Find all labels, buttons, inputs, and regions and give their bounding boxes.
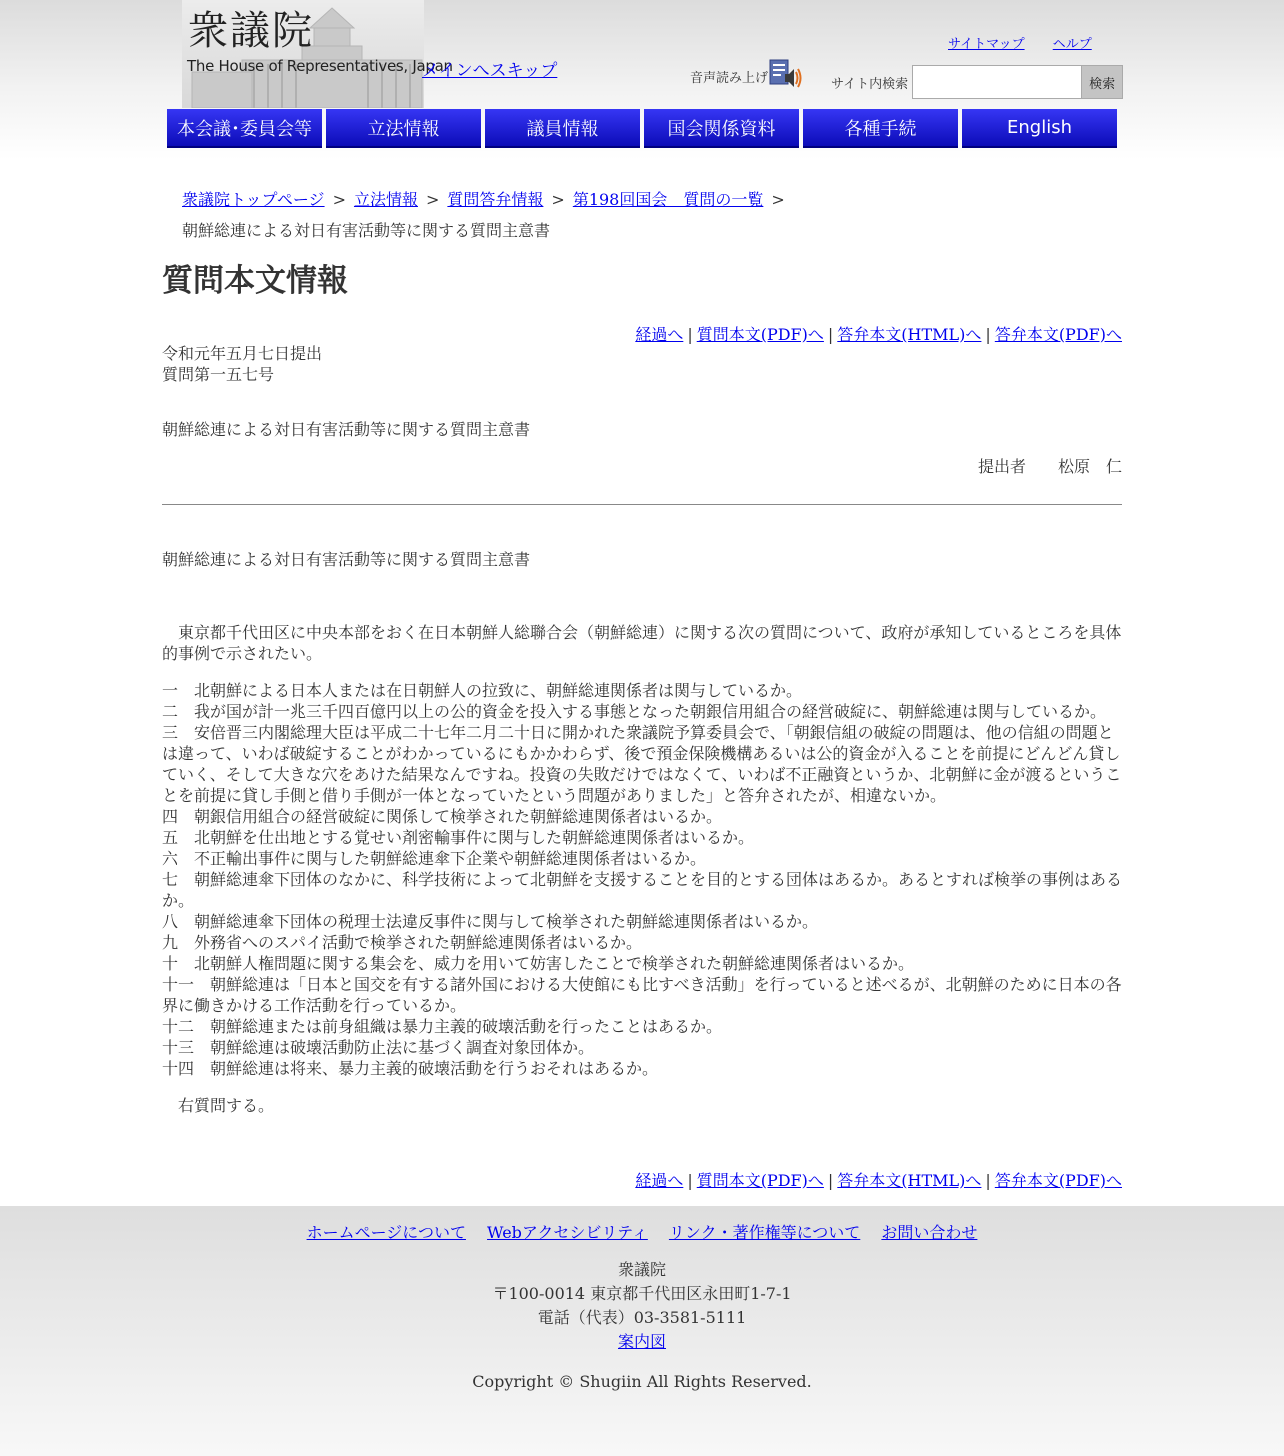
question-item: 一 北朝鮮による日本人または在日朝鮮人の拉致に、朝鮮総連関係者は関与しているか。	[162, 681, 803, 700]
footer-link-copyright[interactable]: リンク・著作権等について	[668, 1223, 861, 1242]
breadcrumb	[182, 184, 1122, 246]
closing-statement: 右質問する。	[162, 1096, 275, 1115]
question-item: 五 北朝鮮を仕出地とする覚せい剤密輸事件に関与した朝鮮総連関係者はいるか。	[162, 828, 755, 847]
question-number: 質問第一五七号	[162, 365, 275, 384]
progress-link[interactable]: 経過へ	[635, 1171, 684, 1190]
voice-reader-button[interactable]	[690, 58, 802, 90]
sitemap-link[interactable]: サイトマップ	[948, 37, 1025, 52]
footer-copyright: Copyright © Shugiin All Rights Reserved.	[472, 1372, 812, 1391]
document-title: 朝鮮総連による対日有害活動等に関する質問主意書	[162, 420, 531, 439]
question-pdf-link[interactable]: 質問本文(PDF)へ	[696, 325, 824, 344]
breadcrumb-link-qa[interactable]: 質問答弁情報	[447, 190, 544, 209]
question-intro: 東京都千代田区に中央本部をおく在日本朝鮮人総聯合会（朝鮮総連）に関する次の質問について、政府が承知しているところを具体的事例で示されたい。	[162, 623, 1122, 663]
question-item: 十四 朝鮮総連は将来、暴力主義的破壊活動を行うおそれはあるか。	[162, 1059, 659, 1078]
search-label: サイト内検索	[831, 76, 909, 92]
question-item: 九 外務省へのスパイ活動で検挙された朝鮮総連関係者はいるか。	[162, 933, 643, 952]
question-list	[162, 680, 1122, 1079]
answer-html-link[interactable]: 答弁本文(HTML)へ	[837, 1171, 982, 1190]
question-item: 四 朝銀信用組合の経営破綻に関係して検挙された朝鮮総連関係者はいるか。	[162, 807, 723, 826]
logo-text-jp: 衆議院	[188, 8, 314, 54]
breadcrumb-link-top[interactable]: 衆議院トップページ	[182, 190, 325, 209]
global-nav	[167, 109, 1117, 148]
nav-procedures[interactable]: 各種手続	[803, 109, 958, 148]
nav-plenary-committees[interactable]: 本会議･委員会等	[167, 109, 322, 148]
document-links-bottom	[635, 1168, 1122, 1191]
footer-links	[0, 1220, 1284, 1243]
footer-address: 〒100-0014 東京都千代田区永田町1-7-1	[492, 1284, 792, 1303]
question-item: 七 朝鮮総連傘下団体のなかに、科学技術によって北朝鮮を支援することを目的とする団体はあるか。あるとすれば検挙の事例はあるか。	[162, 870, 1123, 910]
page-footer	[0, 1206, 1284, 1456]
voice-reader-label: 音声読み上げ	[690, 71, 769, 86]
link-separator: |	[687, 325, 693, 344]
site-logo[interactable]	[182, 0, 453, 108]
breadcrumb-separator: >	[332, 190, 346, 209]
answer-pdf-link[interactable]: 答弁本文(PDF)へ	[994, 325, 1122, 344]
question-pdf-link[interactable]: 質問本文(PDF)へ	[696, 1171, 824, 1190]
page-title: 質問本文情報	[162, 263, 348, 299]
answer-html-link[interactable]: 答弁本文(HTML)へ	[837, 325, 982, 344]
breadcrumb-separator: >	[425, 190, 440, 209]
site-search	[831, 65, 1123, 99]
question-item: 十 北朝鮮人権問題に関する集会を、威力を用いて妨害したことで検挙された朝鮮総連関係者はいるか。	[162, 954, 915, 973]
utility-links	[948, 33, 1116, 52]
submitter: 提出者 松原 仁	[977, 457, 1122, 476]
document-title-body: 朝鮮総連による対日有害活動等に関する質問主意書	[162, 550, 531, 569]
footer-link-contact[interactable]: お問い合わせ	[881, 1223, 978, 1242]
link-separator: |	[827, 325, 834, 344]
logo-text-en: The House of Representatives, Japan	[187, 57, 453, 75]
breadcrumb-current: 朝鮮総連による対日有害活動等に関する質問主意書	[182, 221, 551, 240]
page-header	[0, 0, 1284, 160]
breadcrumb-link-legislation[interactable]: 立法情報	[353, 190, 418, 209]
question-item: 八 朝鮮総連傘下団体の税理士法違反事件に関与して検挙された朝鮮総連関係者はいるか。	[162, 912, 819, 931]
help-link[interactable]: ヘルプ	[1052, 37, 1092, 52]
progress-link[interactable]: 経過へ	[635, 325, 684, 344]
question-item: 十一 朝鮮総連は「日本と国交を有する諸外国における大使館にも比すべき活動」を行っていると述べるが、北朝鮮のために日本の各界に働きかける工作活動を行っているか。	[162, 975, 1122, 1015]
nav-diet-materials[interactable]: 国会関係資料	[644, 109, 799, 148]
speaker-document-icon	[768, 58, 802, 90]
link-separator: |	[827, 1171, 834, 1190]
nav-english[interactable]: English	[962, 109, 1117, 148]
link-separator: |	[687, 1171, 693, 1190]
link-separator: |	[985, 1171, 991, 1190]
question-item: 三 安倍晋三内閣総理大臣は平成二十七年二月二十日に開かれた衆議院予算委員会で、「朝銀信組の破綻の問題は、他の信組の問題とは違って、いわば破綻することがわかっているにもかかわらず、後で預金保険機構あるいは公的資金が入ることを前提にどんどん貸していく、そして大きな穴をあけた結果なんですね。投資の失敗だけではなくて、いわば不正融資というか、北朝鮮に金が渡るということを前提に貸し手側と借り手側が一体となっていたという問題がありました」と答弁されたが、相違ないか。	[162, 723, 1122, 805]
search-input[interactable]	[912, 65, 1082, 99]
breadcrumb-separator: >	[771, 190, 785, 209]
nav-members[interactable]: 議員情報	[485, 109, 640, 148]
breadcrumb-separator: >	[551, 190, 565, 209]
footer-map-link[interactable]: 案内図	[617, 1332, 666, 1351]
footer-link-about[interactable]: ホームページについて	[306, 1223, 466, 1242]
question-item: 二 我が国が計一兆三千四百億円以上の公的資金を投入する事態となった朝銀信用組合の経営破綻に、朝鮮総連は関与しているか。	[162, 702, 1107, 721]
footer-org: 衆議院	[617, 1260, 666, 1279]
submission-date: 令和元年五月七日提出	[162, 344, 323, 363]
footer-phone: 電話（代表）03-3581-5111	[537, 1308, 747, 1327]
nav-legislation[interactable]: 立法情報	[326, 109, 481, 148]
answer-pdf-link[interactable]: 答弁本文(PDF)へ	[994, 1171, 1122, 1190]
question-item: 十二 朝鮮総連または前身組織は暴力主義的破壊活動を行ったことはあるか。	[162, 1017, 723, 1036]
search-button[interactable]: 検索	[1082, 65, 1123, 99]
breadcrumb-link-question-list[interactable]: 第198回国会 質問の一覧	[572, 190, 764, 209]
link-separator: |	[985, 325, 991, 344]
document-links-top	[635, 322, 1122, 345]
question-item: 六 不正輸出事件に関与した朝鮮総連傘下企業や朝鮮総連関係者はいるか。	[162, 849, 707, 868]
skip-to-main-link[interactable]: メインへスキップ	[422, 61, 558, 81]
question-item: 十三 朝鮮総連は破壊活動防止法に基づく調査対象団体か。	[162, 1038, 595, 1057]
divider	[162, 504, 1122, 505]
footer-link-accessibility[interactable]: Webアクセシビリティ	[487, 1223, 648, 1242]
